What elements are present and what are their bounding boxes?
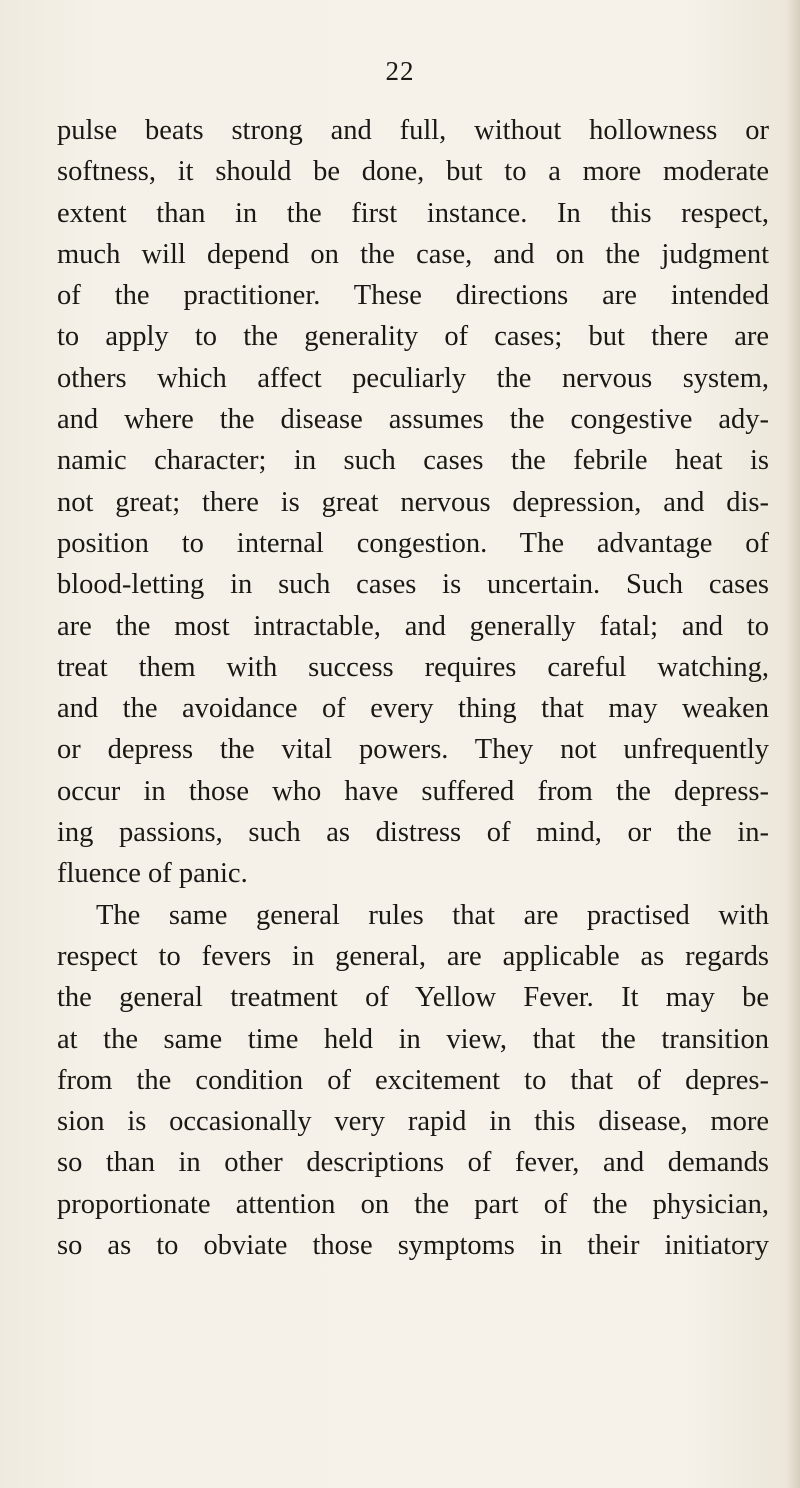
text-line-27: proportionate attention on the part of the physician, [57,1188,769,1220]
text-line-17: occur in those who have suffered from the depress- [57,775,769,807]
text-line-8: and where the disease assumes the congestive ady- [57,404,769,436]
text-line-4: much will depend on the case, and on the judgment [57,238,769,270]
text-line-15: and the avoidance of every thing that may weaken [57,693,769,725]
text-line-19: fluence of panic. [57,858,248,890]
text-line-16: or depress the vital powers. They not unfrequently [57,734,769,766]
body-text [57,110,769,1266]
page-edge-shadow [786,0,800,1488]
text-line-23: at the same time held in view, that the transition [57,1023,769,1055]
text-line-7: others which affect peculiarly the nervous system, [57,362,769,394]
text-line-11: position to internal congestion. The advantage of [57,527,769,559]
text-line-18: ing passions, such as distress of mind, or the in- [57,817,769,849]
text-line-9: namic character; in such cases the febrile heat is [57,445,769,477]
text-line-1: pulse beats strong and full, without hollowness or [57,115,769,146]
text-line-14: treat them with success requires careful watching, [57,651,769,683]
text-line-2: softness, it should be done, but to a more moderate [57,156,769,188]
text-line-13: are the most intractable, and generally fatal; and to [57,610,769,642]
text-line-6: to apply to the generality of cases; but there are [57,321,769,353]
text-line-3: extent than in the first instance. In this respect, [57,197,769,229]
text-line-22: the general treatment of Yellow Fever. It may be [57,982,769,1014]
text-line-28: so as to obviate those symptoms in their initiatory [57,1230,769,1262]
text-line-12: blood-letting in such cases is uncertain. Such cases [57,569,769,601]
text-line-24: from the condition of excitement to that of depres- [57,1064,769,1096]
text-line-5: of the practitioner. These directions are intended [57,280,769,312]
text-line-20: The same general rules that are practised with [96,899,769,931]
page-number: 22 [385,56,415,86]
text-line-26: so than in other descriptions of fever, and demands [57,1147,769,1179]
text-line-21: respect to fevers in general, are applicable as regards [57,940,769,972]
text-line-25: sion is occasionally very rapid in this disease, more [57,1106,769,1138]
text-line-10: not great; there is great nervous depression, and dis- [57,486,769,518]
